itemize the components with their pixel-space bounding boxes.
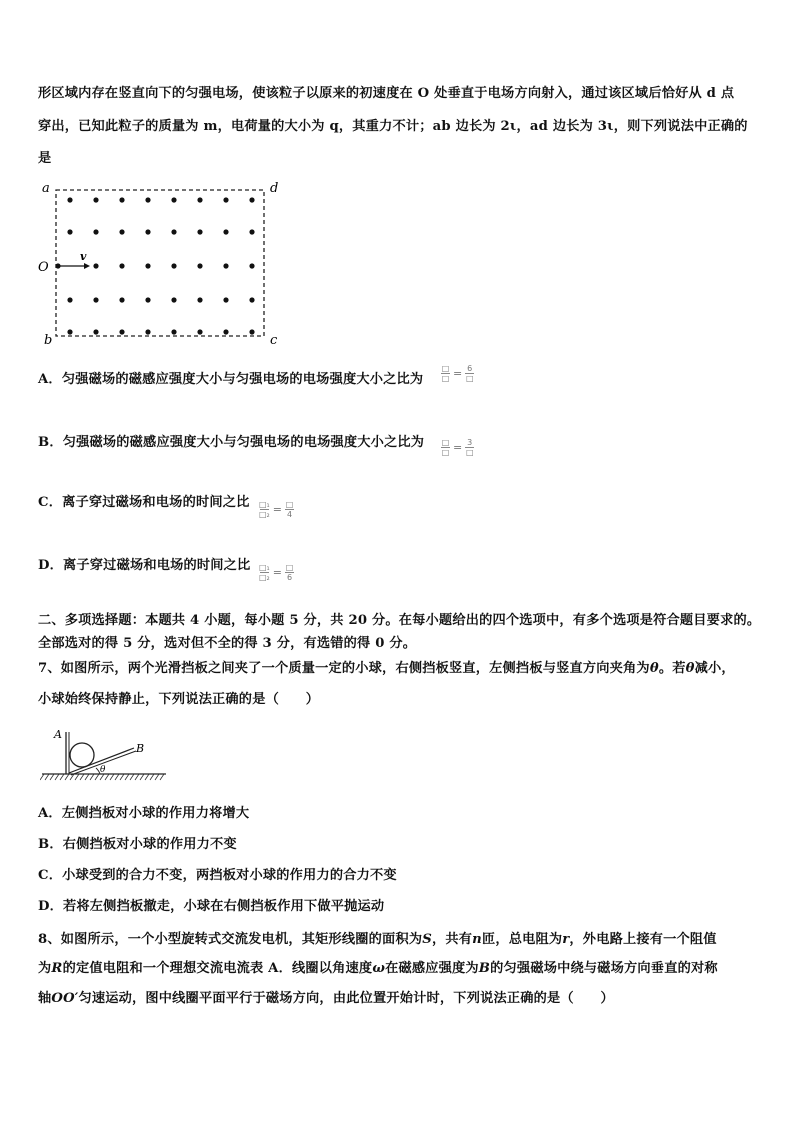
hatch-line bbox=[135, 774, 139, 780]
field-dot bbox=[93, 297, 98, 302]
field-dot bbox=[197, 229, 202, 234]
hatch-line bbox=[60, 774, 64, 780]
corner-d-label: d bbox=[270, 181, 279, 196]
field-dot bbox=[171, 229, 176, 234]
velocity-arrowhead bbox=[84, 263, 90, 269]
q7-option-a: A．左侧挡板对小球的作用力将增大 bbox=[38, 806, 250, 821]
corner-a-label: a bbox=[42, 181, 50, 196]
ball bbox=[70, 743, 94, 767]
plate-a-label: A bbox=[54, 728, 62, 741]
field-region-figure bbox=[36, 178, 296, 348]
field-dot bbox=[145, 329, 150, 334]
field-dot bbox=[67, 329, 72, 334]
velocity-label: v bbox=[80, 250, 87, 263]
field-dot bbox=[145, 263, 150, 268]
corner-b-label: b bbox=[44, 333, 53, 348]
field-dot bbox=[249, 263, 254, 268]
q6-option-c-formula: □₁ □₂ = □ 4 bbox=[259, 500, 294, 519]
hatch-line bbox=[40, 774, 44, 780]
hatch-line bbox=[110, 774, 114, 780]
q6-option-b-formula: □ □ = 3 □ bbox=[441, 438, 474, 457]
q6-option-a-formula: □ □ = 6 □ bbox=[441, 364, 474, 383]
field-dot bbox=[249, 297, 254, 302]
field-dot bbox=[249, 229, 254, 234]
hatch-line bbox=[85, 774, 89, 780]
corner-c-label: c bbox=[270, 333, 278, 348]
ball-plates-figure bbox=[40, 726, 180, 786]
q7-line-2: 小球始终保持静止，下列说法正确的是（ ） bbox=[38, 692, 320, 707]
q7-line-1: 7、如图所示，两个光滑挡板之间夹了一个质量一定的小球，右侧挡板竖直，左侧挡板与竖直方向夹角为θ。若θ减小， bbox=[38, 661, 735, 676]
field-dot bbox=[119, 297, 124, 302]
section2-heading-line-1: 二、多项选择题：本题共 4 小题，每小题 5 分，共 20 分。在每小题给出的四个选项中，有多个选项是符合题目要求的。 bbox=[38, 613, 761, 628]
field-dot bbox=[145, 297, 150, 302]
q7-option-d: D．若将左侧挡板撤走，小球在右侧挡板作用下做平抛运动 bbox=[38, 899, 385, 914]
q7-option-c: C．小球受到的合力不变，两挡板对小球的作用力的合力不变 bbox=[38, 868, 397, 883]
hatch-line bbox=[130, 774, 134, 780]
field-dot bbox=[249, 329, 254, 334]
q6-option-c: C．离子穿过磁场和电场的时间之比 bbox=[38, 495, 250, 510]
q6-line-1: 形区域内存在竖直向下的匀强电场，使该粒子以原来的初速度在 O 处垂直于电场方向射入，通过该区域后恰好从 d 点 bbox=[38, 86, 735, 101]
field-dot bbox=[93, 263, 98, 268]
origin-o-label: O bbox=[38, 260, 49, 275]
field-dot bbox=[67, 229, 72, 234]
hatch-line bbox=[120, 774, 124, 780]
field-dot bbox=[197, 197, 202, 202]
field-dot bbox=[223, 197, 228, 202]
hatch-line bbox=[145, 774, 149, 780]
field-dot bbox=[197, 297, 202, 302]
field-dot bbox=[145, 229, 150, 234]
field-dot bbox=[67, 197, 72, 202]
field-dot bbox=[93, 197, 98, 202]
field-region-boundary bbox=[56, 190, 264, 336]
hatch-line bbox=[45, 774, 49, 780]
q8-line-1: 8、如图所示，一个小型旋转式交流发电机，其矩形线圈的面积为S，共有n匝，总电阻为r，外电路上接有一个阻值 bbox=[38, 932, 717, 947]
q8-line-3: 轴OO′匀速运动，图中线圈平面平行于磁场方向，由此位置开始计时，下列说法正确的是（ ） bbox=[38, 991, 614, 1006]
field-dot bbox=[93, 229, 98, 234]
field-dot bbox=[197, 263, 202, 268]
q6-option-b: B．匀强磁场的磁感应强度大小与匀强电场的电场强度大小之比为 bbox=[38, 435, 425, 450]
q6-option-d-formula: □₁ □₂ = □ 6 bbox=[259, 563, 294, 582]
field-dot bbox=[223, 263, 228, 268]
hatch-line bbox=[65, 774, 69, 780]
q6-line-3: 是 bbox=[38, 151, 52, 166]
field-dot bbox=[67, 297, 72, 302]
hatch-line bbox=[155, 774, 159, 780]
hatch-line bbox=[160, 774, 164, 780]
field-dot bbox=[93, 329, 98, 334]
q7-option-b: B．右侧挡板对小球的作用力不变 bbox=[38, 837, 237, 852]
field-dot bbox=[145, 197, 150, 202]
hatch-line bbox=[80, 774, 84, 780]
field-dot bbox=[119, 229, 124, 234]
field-dot bbox=[249, 197, 254, 202]
hatch-line bbox=[95, 774, 99, 780]
section2-heading-line-2: 全部选对的得 5 分，选对但不全的得 3 分，有选错的得 0 分。 bbox=[38, 636, 417, 651]
q8-line-2: 为R的定值电阻和一个理想交流电流表 A．线圈以角速度ω在磁感应强度为B的匀强磁场中绕与磁场方向垂直的对称 bbox=[38, 961, 718, 976]
hatch-line bbox=[125, 774, 129, 780]
hatch-line bbox=[105, 774, 109, 780]
hatch-line bbox=[115, 774, 119, 780]
field-dot bbox=[119, 263, 124, 268]
hatch-line bbox=[140, 774, 144, 780]
field-dot bbox=[197, 329, 202, 334]
field-dot bbox=[119, 329, 124, 334]
field-dot bbox=[223, 297, 228, 302]
field-dot bbox=[171, 297, 176, 302]
field-dot bbox=[171, 197, 176, 202]
q6-line-2: 穿出，已知此粒子的质量为 m，电荷量的大小为 q，其重力不计；ab 边长为 2ι，ad 边长为 3ι，则下列说法中正确的 bbox=[38, 119, 748, 134]
hatch-line bbox=[150, 774, 154, 780]
hatch-line bbox=[50, 774, 54, 780]
field-dot bbox=[119, 197, 124, 202]
field-dot bbox=[223, 329, 228, 334]
field-dot bbox=[171, 329, 176, 334]
q6-option-d: D．离子穿过磁场和电场的时间之比 bbox=[38, 558, 251, 573]
theta-label: θ bbox=[100, 765, 106, 775]
hatch-line bbox=[55, 774, 59, 780]
field-dot bbox=[223, 229, 228, 234]
q6-option-a: A．匀强磁场的磁感应强度大小与匀强电场的电场强度大小之比为 bbox=[38, 372, 424, 387]
plate-b-label: B bbox=[136, 742, 145, 755]
hatch-line bbox=[75, 774, 79, 780]
field-dot bbox=[171, 263, 176, 268]
hatch-line bbox=[90, 774, 94, 780]
